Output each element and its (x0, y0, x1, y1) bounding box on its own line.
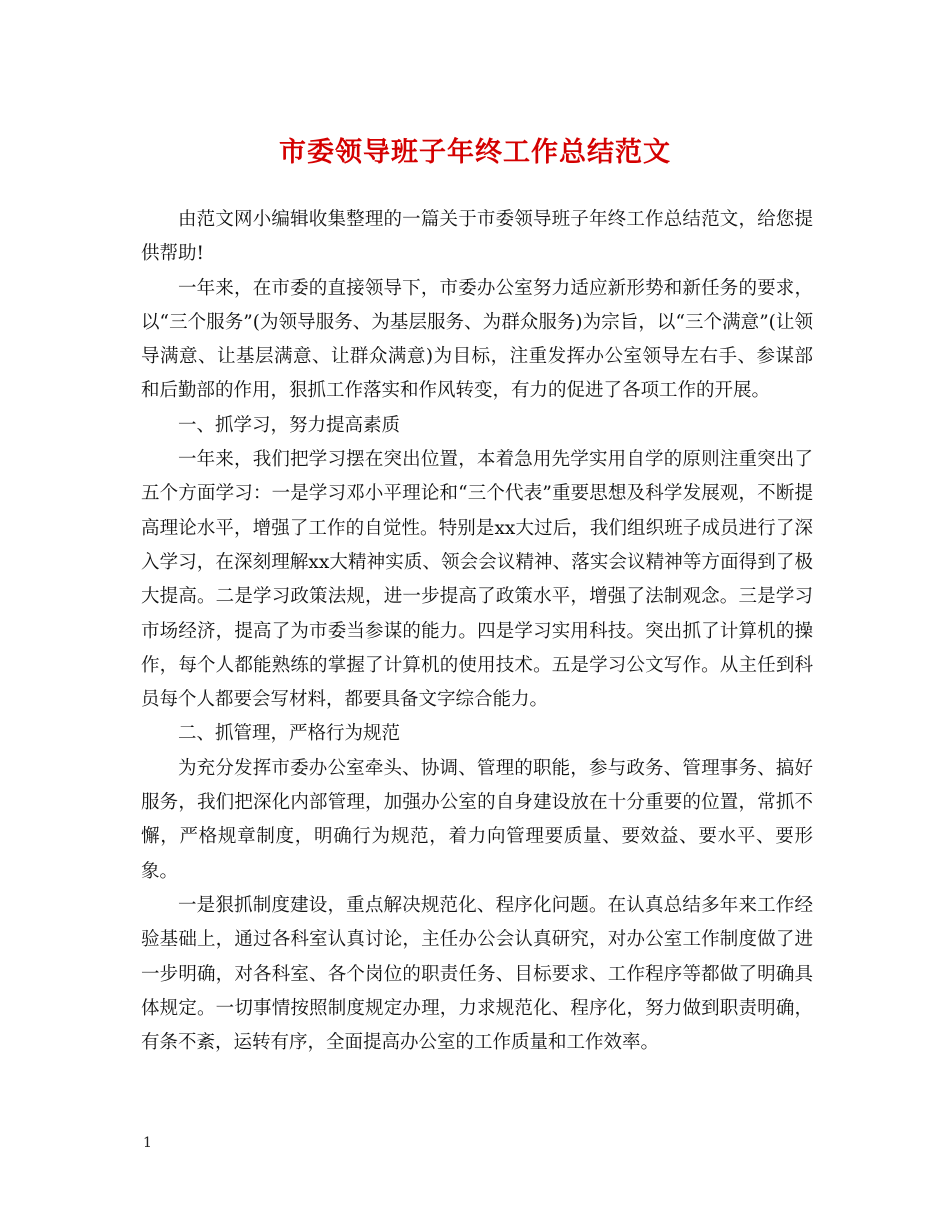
intro-paragraph: 由范文网小编辑收集整理的一篇关于市委领导班子年终工作总结范文，给您提供帮助! (141, 209, 813, 265)
section-heading-study: 一、抓学习，努力提高素质 (178, 414, 401, 436)
study-paragraph: 一年来，我们把学习摆在突出位置，本着急用先学实用自学的原则注重突出了五个方面学习：一是学习邓小平理论和“三个代表”重要思想及科学发展观，不断提高理论水平，增强了工作的自觉性。特别是xx大过后，我们组织班子成员进行了深入学习，在深刻理解xx大精神实质、领会会议精神、落实会议精神等方面得到了极大提高。二是学习政策法规，进一步提高了政策水平，增强了法制观念。三是学习市场经济，提高了为市委当参谋的能力。四是学习实用科技。突出抓了计算机的操作，每个人都能熟练的掌握了计算机的使用技术。五是学习公文写作。从主任到科员每个人都要会写材料，都要具备文字综合能力。 (141, 449, 813, 711)
system-building-paragraph: 一是狠抓制度建设，重点解决规范化、程序化问题。在认真总结多年来工作经验基础上，通过各科室认真讨论，主任办公会认真研究，对办公室工作制度做了进一步明确，对各科室、各个岗位的职责任务、目标要求、工作程序等都做了明确具体规定。一切事情按照制度规定办理，力求规范化、程序化，努力做到职责明确，有条不紊，运转有序，全面提高办公室的工作质量和工作效率。 (141, 894, 813, 1054)
document-body (141, 203, 813, 1060)
document-title: 市委领导班子年终工作总结范文 (279, 137, 671, 168)
section-heading-management: 二、抓管理，严格行为规范 (178, 723, 401, 745)
management-paragraph: 为充分发挥市委办公室牵头、协调、管理的职能，参与政务、管理事务、搞好服务，我们把深化内部管理，加强办公室的自身建设放在十分重要的位置，常抓不懈，严格规章制度，明确行为规范，着力向管理要质量、要效益、要水平、要形象。 (141, 757, 813, 882)
overview-paragraph: 一年来，在市委的直接领导下，市委办公室努力适应新形势和新任务的要求，以“三个服务”(为领导服务、为基层服务、为群众服务)为宗旨，以“三个满意”(让领导满意、让基层满意、让群众满意)为目标，注重发挥办公室领导左右手、参谋部和后勤部的作用，狠抓工作落实和作风转变，有力的促进了各项工作的开展。 (141, 277, 813, 402)
page-number: 1 (143, 1135, 152, 1151)
